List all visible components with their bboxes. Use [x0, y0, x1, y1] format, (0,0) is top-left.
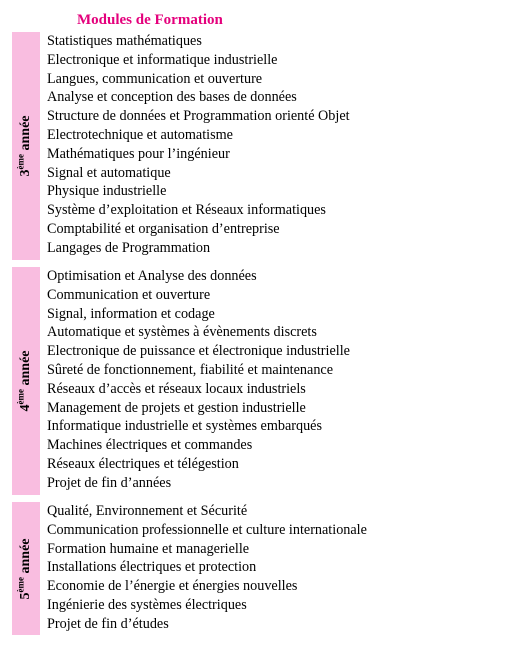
- module-item: Management de projets et gestion industrielle: [47, 399, 306, 416]
- module-item: Statistiques mathématiques: [47, 33, 202, 49]
- module-item: Electronique et informatique industrielle: [47, 51, 278, 68]
- module-item: Signal, information et codage: [47, 305, 215, 322]
- module-item: Electrotechnique et automatisme: [47, 126, 233, 143]
- module-item: Structure de données et Programmation orienté Objet: [47, 108, 350, 125]
- year-section-3: [12, 32, 502, 260]
- year-label-3: [15, 115, 34, 177]
- year-bar-3: [12, 32, 40, 260]
- module-item: Réseaux électriques et télégestion: [47, 455, 239, 472]
- module-item: Formation humaine et managerielle: [47, 540, 250, 557]
- module-item: Qualité, Environnement et Sécurité: [47, 503, 248, 519]
- year-word: année: [18, 350, 33, 386]
- module-item: Sûreté de fonctionnement, fiabilité et maintenance: [47, 361, 334, 378]
- module-item: Machines électriques et commandes: [47, 437, 253, 454]
- module-list-5: [47, 502, 367, 634]
- year-number: 4: [18, 404, 33, 412]
- module-item: Langues, communication et ouverture: [47, 70, 263, 87]
- module-item: Ingénierie des systèmes électriques: [47, 596, 247, 613]
- year-label-5: [15, 538, 34, 599]
- year-word: année: [18, 115, 33, 151]
- module-item: Economie de l’énergie et énergies nouvelles: [47, 578, 298, 595]
- module-item: Langages de Programmation: [47, 239, 211, 256]
- module-item: Analyse et conception des bases de données: [47, 89, 297, 106]
- year-number: 5: [18, 592, 33, 599]
- module-item: Communication et ouverture: [47, 286, 211, 303]
- year-label-4: [15, 350, 34, 412]
- year-section-5: [12, 502, 502, 635]
- module-item: Signal et automatique: [47, 164, 171, 181]
- module-item: Electronique de puissance et électronique industrielle: [47, 343, 350, 360]
- module-item: Automatique et systèmes à évènements discrets: [47, 324, 317, 341]
- year-bar-4: [12, 267, 40, 495]
- module-item: Physique industrielle: [47, 183, 167, 200]
- year-word: année: [18, 538, 33, 573]
- module-item: Communication professionnelle et culture internationale: [47, 521, 367, 538]
- module-item: Installations électriques et protection: [47, 559, 257, 576]
- year-bar-5: [12, 502, 40, 635]
- year-suffix: ème: [15, 154, 26, 170]
- module-item: Projet de fin d’années: [47, 474, 172, 491]
- module-item: Comptabilité et organisation d’entreprise: [47, 220, 280, 237]
- module-item: Réseaux d’accès et réseaux locaux industriels: [47, 380, 306, 397]
- year-suffix: ème: [15, 389, 26, 405]
- year-section-4: [12, 267, 502, 495]
- module-item: Mathématiques pour l’ingénieur: [47, 145, 230, 162]
- module-item: Projet de fin d’études: [47, 615, 169, 632]
- page-title: Modules de Formation: [77, 12, 223, 28]
- module-item: Informatique industrielle et systèmes embarqués: [47, 418, 323, 435]
- module-list-3: [47, 32, 350, 258]
- module-item: Optimisation et Analyse des données: [47, 268, 257, 284]
- module-list-4: [47, 267, 350, 493]
- module-item: Système d’exploitation et Réseaux informatiques: [47, 202, 326, 219]
- year-number: 3: [18, 169, 33, 177]
- year-suffix: ème: [15, 576, 26, 592]
